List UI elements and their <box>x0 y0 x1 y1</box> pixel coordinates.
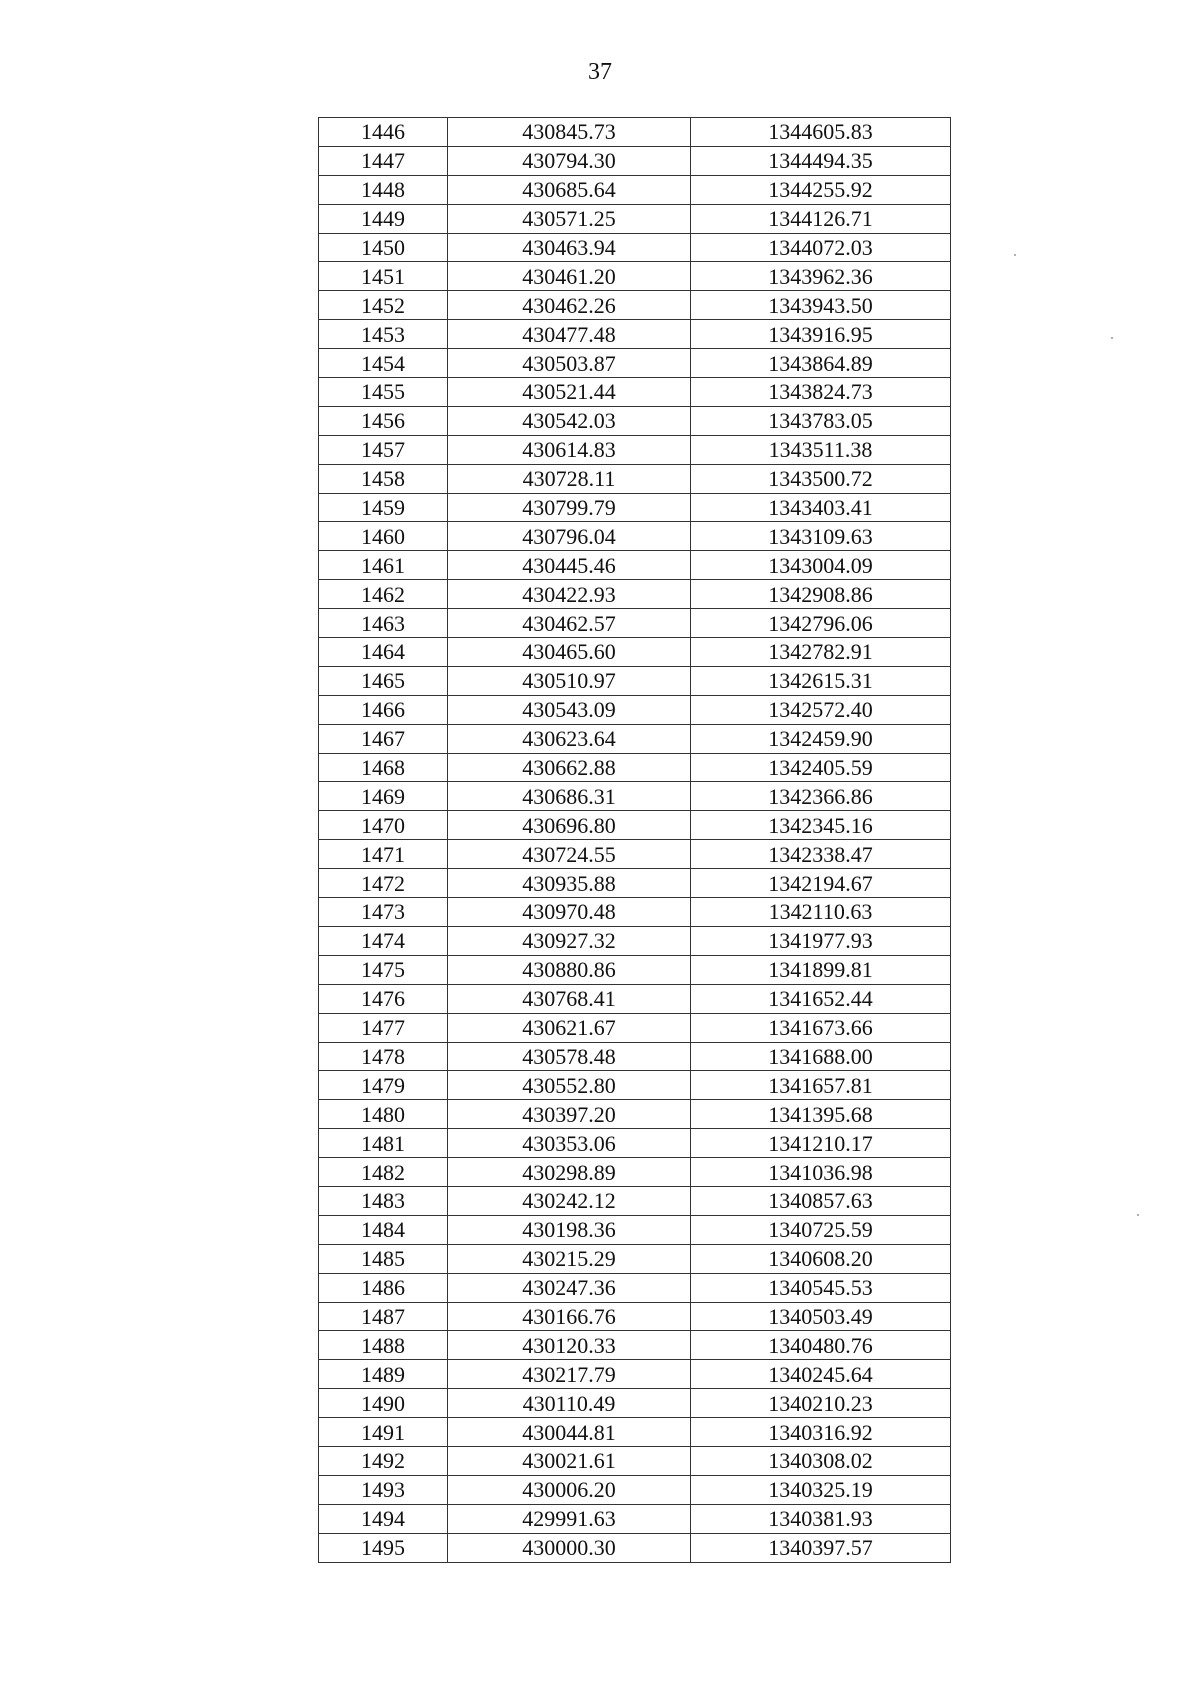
point-number-cell: 1448 <box>319 175 448 204</box>
page-number: 37 <box>588 59 612 85</box>
table-row <box>319 406 951 435</box>
table-row <box>319 695 951 724</box>
table-row <box>319 782 951 811</box>
table-row <box>319 1215 951 1244</box>
point-number-cell: 1456 <box>319 406 448 435</box>
x-coordinate-cell: 430927.32 <box>448 926 691 955</box>
table-row <box>319 1100 951 1129</box>
x-coordinate-cell: 430217.79 <box>448 1360 691 1389</box>
table-row <box>319 1071 951 1100</box>
x-coordinate-cell: 430465.60 <box>448 638 691 667</box>
y-coordinate-cell: 1340210.23 <box>691 1389 951 1418</box>
table-row <box>319 984 951 1013</box>
point-number-cell: 1461 <box>319 551 448 580</box>
table-row <box>319 1389 951 1418</box>
table-row <box>319 955 951 984</box>
x-coordinate-cell: 430298.89 <box>448 1158 691 1187</box>
y-coordinate-cell: 1340545.53 <box>691 1273 951 1302</box>
point-number-cell: 1454 <box>319 349 448 378</box>
table-row <box>319 1186 951 1215</box>
y-coordinate-cell: 1342459.90 <box>691 724 951 753</box>
x-coordinate-cell: 430397.20 <box>448 1100 691 1129</box>
x-coordinate-cell: 430503.87 <box>448 349 691 378</box>
y-coordinate-cell: 1342366.86 <box>691 782 951 811</box>
table-row <box>319 204 951 233</box>
x-coordinate-cell: 430662.88 <box>448 753 691 782</box>
y-coordinate-cell: 1340381.93 <box>691 1504 951 1533</box>
point-number-cell: 1487 <box>319 1302 448 1331</box>
y-coordinate-cell: 1342796.06 <box>691 609 951 638</box>
x-coordinate-cell: 430614.83 <box>448 435 691 464</box>
table-row <box>319 811 951 840</box>
table-row <box>319 1129 951 1158</box>
point-number-cell: 1477 <box>319 1013 448 1042</box>
point-number-cell: 1459 <box>319 493 448 522</box>
table-row <box>319 840 951 869</box>
y-coordinate-cell: 1343783.05 <box>691 406 951 435</box>
table-row <box>319 1475 951 1504</box>
x-coordinate-cell: 430845.73 <box>448 118 691 147</box>
point-number-cell: 1474 <box>319 926 448 955</box>
x-coordinate-cell: 430353.06 <box>448 1129 691 1158</box>
y-coordinate-cell: 1340316.92 <box>691 1418 951 1447</box>
table-row <box>319 1418 951 1447</box>
scan-speck <box>1014 254 1016 256</box>
table-row <box>319 233 951 262</box>
y-coordinate-cell: 1340480.76 <box>691 1331 951 1360</box>
x-coordinate-cell: 430686.31 <box>448 782 691 811</box>
table-row <box>319 435 951 464</box>
y-coordinate-cell: 1343916.95 <box>691 320 951 349</box>
x-coordinate-cell: 430477.48 <box>448 320 691 349</box>
point-number-cell: 1450 <box>319 233 448 262</box>
y-coordinate-cell: 1343864.89 <box>691 349 951 378</box>
y-coordinate-cell: 1342908.86 <box>691 580 951 609</box>
table-row <box>319 1446 951 1475</box>
point-number-cell: 1469 <box>319 782 448 811</box>
table-row <box>319 666 951 695</box>
y-coordinate-cell: 1344494.35 <box>691 146 951 175</box>
y-coordinate-cell: 1340245.64 <box>691 1360 951 1389</box>
point-number-cell: 1486 <box>319 1273 448 1302</box>
table-row <box>319 146 951 175</box>
y-coordinate-cell: 1343962.36 <box>691 262 951 291</box>
y-coordinate-cell: 1341652.44 <box>691 984 951 1013</box>
point-number-cell: 1493 <box>319 1475 448 1504</box>
point-number-cell: 1489 <box>319 1360 448 1389</box>
point-number-cell: 1490 <box>319 1389 448 1418</box>
y-coordinate-cell: 1341899.81 <box>691 955 951 984</box>
x-coordinate-cell: 430799.79 <box>448 493 691 522</box>
point-number-cell: 1475 <box>319 955 448 984</box>
x-coordinate-cell: 430543.09 <box>448 695 691 724</box>
point-number-cell: 1481 <box>319 1129 448 1158</box>
y-coordinate-cell: 1340857.63 <box>691 1186 951 1215</box>
point-number-cell: 1468 <box>319 753 448 782</box>
table-row <box>319 1158 951 1187</box>
x-coordinate-cell: 430044.81 <box>448 1418 691 1447</box>
table-row <box>319 1042 951 1071</box>
x-coordinate-cell: 430461.20 <box>448 262 691 291</box>
point-number-cell: 1446 <box>319 118 448 147</box>
y-coordinate-cell: 1341395.68 <box>691 1100 951 1129</box>
x-coordinate-cell: 430462.26 <box>448 291 691 320</box>
table-row <box>319 262 951 291</box>
x-coordinate-cell: 430794.30 <box>448 146 691 175</box>
x-coordinate-cell: 430120.33 <box>448 1331 691 1360</box>
table-row <box>319 1360 951 1389</box>
coordinates-table-body <box>319 118 951 1563</box>
table-row <box>319 580 951 609</box>
x-coordinate-cell: 430422.93 <box>448 580 691 609</box>
x-coordinate-cell: 430578.48 <box>448 1042 691 1071</box>
y-coordinate-cell: 1341673.66 <box>691 1013 951 1042</box>
y-coordinate-cell: 1342338.47 <box>691 840 951 869</box>
scan-speck <box>1111 337 1113 339</box>
y-coordinate-cell: 1342110.63 <box>691 898 951 927</box>
x-coordinate-cell: 430685.64 <box>448 175 691 204</box>
x-coordinate-cell: 430728.11 <box>448 464 691 493</box>
x-coordinate-cell: 430552.80 <box>448 1071 691 1100</box>
point-number-cell: 1492 <box>319 1446 448 1475</box>
point-number-cell: 1462 <box>319 580 448 609</box>
x-coordinate-cell: 430521.44 <box>448 378 691 407</box>
point-number-cell: 1479 <box>319 1071 448 1100</box>
x-coordinate-cell: 430935.88 <box>448 869 691 898</box>
point-number-cell: 1472 <box>319 869 448 898</box>
y-coordinate-cell: 1340503.49 <box>691 1302 951 1331</box>
y-coordinate-cell: 1341657.81 <box>691 1071 951 1100</box>
table-row <box>319 1504 951 1533</box>
table-row <box>319 724 951 753</box>
y-coordinate-cell: 1341977.93 <box>691 926 951 955</box>
y-coordinate-cell: 1340325.19 <box>691 1475 951 1504</box>
point-number-cell: 1460 <box>319 522 448 551</box>
point-number-cell: 1473 <box>319 898 448 927</box>
point-number-cell: 1480 <box>319 1100 448 1129</box>
table-row <box>319 1302 951 1331</box>
point-number-cell: 1458 <box>319 464 448 493</box>
point-number-cell: 1465 <box>319 666 448 695</box>
y-coordinate-cell: 1343403.41 <box>691 493 951 522</box>
point-number-cell: 1464 <box>319 638 448 667</box>
y-coordinate-cell: 1344255.92 <box>691 175 951 204</box>
table-row <box>319 291 951 320</box>
y-coordinate-cell: 1341036.98 <box>691 1158 951 1187</box>
y-coordinate-cell: 1342405.59 <box>691 753 951 782</box>
table-row <box>319 1273 951 1302</box>
table-row <box>319 638 951 667</box>
point-number-cell: 1476 <box>319 984 448 1013</box>
point-number-cell: 1470 <box>319 811 448 840</box>
point-number-cell: 1457 <box>319 435 448 464</box>
x-coordinate-cell: 430006.20 <box>448 1475 691 1504</box>
y-coordinate-cell: 1342572.40 <box>691 695 951 724</box>
point-number-cell: 1455 <box>319 378 448 407</box>
table-row <box>319 320 951 349</box>
point-number-cell: 1491 <box>319 1418 448 1447</box>
y-coordinate-cell: 1342345.16 <box>691 811 951 840</box>
x-coordinate-cell: 430247.36 <box>448 1273 691 1302</box>
table-row <box>319 869 951 898</box>
y-coordinate-cell: 1343511.38 <box>691 435 951 464</box>
x-coordinate-cell: 430166.76 <box>448 1302 691 1331</box>
table-row <box>319 118 951 147</box>
x-coordinate-cell: 430571.25 <box>448 204 691 233</box>
x-coordinate-cell: 430110.49 <box>448 1389 691 1418</box>
y-coordinate-cell: 1343109.63 <box>691 522 951 551</box>
x-coordinate-cell: 430000.30 <box>448 1533 691 1562</box>
point-number-cell: 1453 <box>319 320 448 349</box>
x-coordinate-cell: 430768.41 <box>448 984 691 1013</box>
point-number-cell: 1495 <box>319 1533 448 1562</box>
y-coordinate-cell: 1343004.09 <box>691 551 951 580</box>
y-coordinate-cell: 1344605.83 <box>691 118 951 147</box>
x-coordinate-cell: 430724.55 <box>448 840 691 869</box>
y-coordinate-cell: 1344072.03 <box>691 233 951 262</box>
table-row <box>319 175 951 204</box>
point-number-cell: 1478 <box>319 1042 448 1071</box>
y-coordinate-cell: 1340308.02 <box>691 1446 951 1475</box>
table-row <box>319 1244 951 1273</box>
coordinates-table <box>318 117 951 1563</box>
x-coordinate-cell: 430970.48 <box>448 898 691 927</box>
table-row <box>319 926 951 955</box>
y-coordinate-cell: 1342194.67 <box>691 869 951 898</box>
point-number-cell: 1449 <box>319 204 448 233</box>
point-number-cell: 1452 <box>319 291 448 320</box>
y-coordinate-cell: 1342782.91 <box>691 638 951 667</box>
table-row <box>319 753 951 782</box>
x-coordinate-cell: 430696.80 <box>448 811 691 840</box>
table-row <box>319 898 951 927</box>
point-number-cell: 1485 <box>319 1244 448 1273</box>
x-coordinate-cell: 430242.12 <box>448 1186 691 1215</box>
y-coordinate-cell: 1342615.31 <box>691 666 951 695</box>
x-coordinate-cell: 430542.03 <box>448 406 691 435</box>
x-coordinate-cell: 430623.64 <box>448 724 691 753</box>
table-row <box>319 464 951 493</box>
table-row <box>319 609 951 638</box>
point-number-cell: 1488 <box>319 1331 448 1360</box>
x-coordinate-cell: 430215.29 <box>448 1244 691 1273</box>
y-coordinate-cell: 1340608.20 <box>691 1244 951 1273</box>
y-coordinate-cell: 1343500.72 <box>691 464 951 493</box>
x-coordinate-cell: 429991.63 <box>448 1504 691 1533</box>
x-coordinate-cell: 430510.97 <box>448 666 691 695</box>
x-coordinate-cell: 430621.67 <box>448 1013 691 1042</box>
point-number-cell: 1467 <box>319 724 448 753</box>
point-number-cell: 1471 <box>319 840 448 869</box>
x-coordinate-cell: 430021.61 <box>448 1446 691 1475</box>
y-coordinate-cell: 1341688.00 <box>691 1042 951 1071</box>
point-number-cell: 1483 <box>319 1186 448 1215</box>
x-coordinate-cell: 430796.04 <box>448 522 691 551</box>
x-coordinate-cell: 430198.36 <box>448 1215 691 1244</box>
point-number-cell: 1494 <box>319 1504 448 1533</box>
point-number-cell: 1451 <box>319 262 448 291</box>
y-coordinate-cell: 1340725.59 <box>691 1215 951 1244</box>
x-coordinate-cell: 430445.46 <box>448 551 691 580</box>
y-coordinate-cell: 1343943.50 <box>691 291 951 320</box>
table-row <box>319 1331 951 1360</box>
scan-speck <box>1137 1214 1139 1216</box>
point-number-cell: 1463 <box>319 609 448 638</box>
point-number-cell: 1466 <box>319 695 448 724</box>
y-coordinate-cell: 1341210.17 <box>691 1129 951 1158</box>
point-number-cell: 1484 <box>319 1215 448 1244</box>
x-coordinate-cell: 430462.57 <box>448 609 691 638</box>
table-row <box>319 349 951 378</box>
point-number-cell: 1447 <box>319 146 448 175</box>
table-row <box>319 493 951 522</box>
x-coordinate-cell: 430880.86 <box>448 955 691 984</box>
table-row <box>319 378 951 407</box>
y-coordinate-cell: 1344126.71 <box>691 204 951 233</box>
table-row <box>319 551 951 580</box>
x-coordinate-cell: 430463.94 <box>448 233 691 262</box>
table-row <box>319 522 951 551</box>
table-row <box>319 1533 951 1562</box>
y-coordinate-cell: 1340397.57 <box>691 1533 951 1562</box>
y-coordinate-cell: 1343824.73 <box>691 378 951 407</box>
table-row <box>319 1013 951 1042</box>
point-number-cell: 1482 <box>319 1158 448 1187</box>
